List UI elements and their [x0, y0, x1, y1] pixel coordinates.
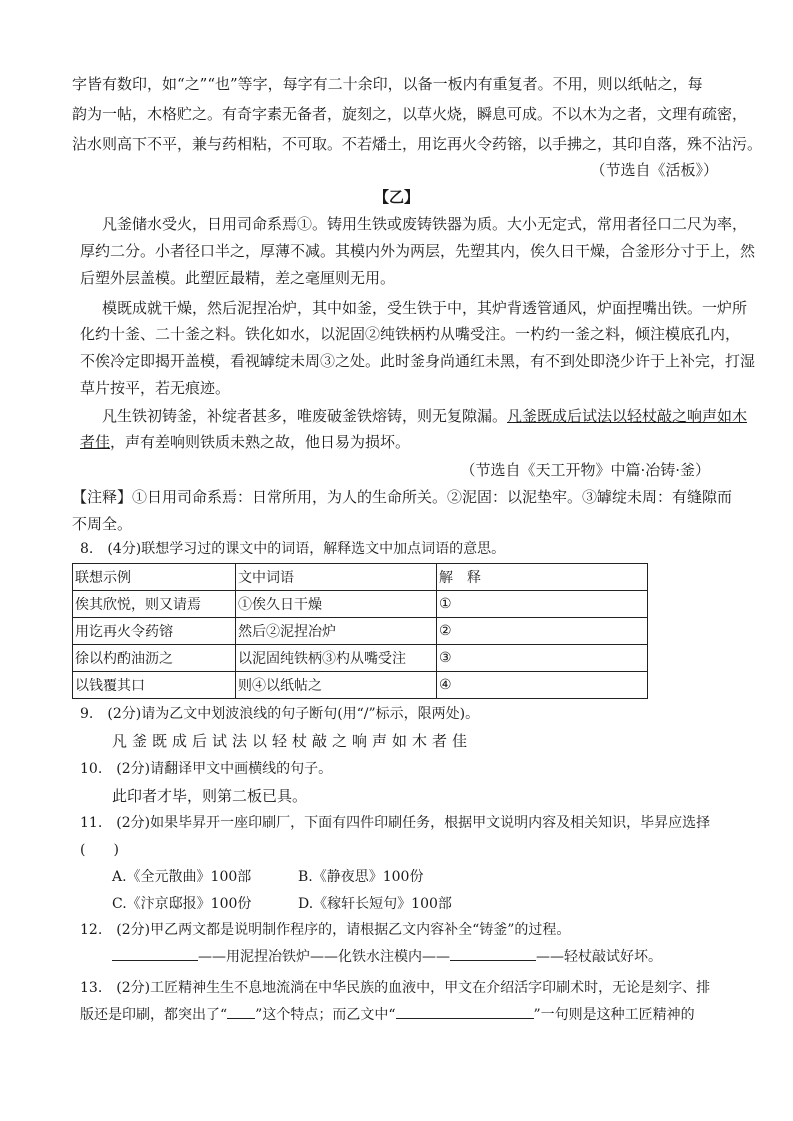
question-9-sentence: 凡釜既成后试法以轻杖敲之响声如木者佳 [112, 732, 473, 750]
question-13-line [80, 1004, 695, 1025]
answer-blank[interactable] [450, 946, 536, 961]
jia-source: （节选自《活板》） [590, 161, 718, 179]
table-cell: ①俟久日干燥 [236, 591, 437, 618]
yi-p3-rest: ，声有差响则铁质未熟之故，他日易为损坏。 [110, 433, 411, 451]
yi-paragraph-line: 不俟冷定即揭开盖模，看视罅绽未周③之处。此时釜身尚通红未黑，有不到处即浇少许于上补完，打湿 [80, 352, 756, 370]
option-b[interactable]: B.《静夜思》100份 [298, 869, 424, 885]
question-12-stem: 12. (2分)甲乙两文都是说明制作程序的，请根据乙文内容补全“铸釜”的过程。 [80, 922, 571, 938]
table-row [73, 618, 648, 645]
question-8-stem: 8. (4分)联想学习过的课文中的词语，解释选文中加点词语的意思。 [80, 541, 506, 557]
option-a[interactable]: A.《全元散曲》100部 [112, 869, 252, 885]
jia-text-line: 韵为一帖，木格贮之。有奇字素无备者，旋刻之，以草火烧，瞬息可成。不以木为之者，文理有疏密， [72, 105, 748, 123]
question-10-sentence: 此印者才毕，则第二板已具。 [112, 787, 308, 805]
table-cell: 用讫再火令药镕 [73, 618, 236, 645]
table-cell: 以钱覆其口 [73, 672, 236, 699]
yi-paragraph-line: 凡釜储水受火，日用司命系焉①。铸用生铁或废铸铁器为质。大小无定式，常用者径口二尺为率， [102, 215, 748, 233]
answer-blank[interactable] [112, 946, 198, 961]
table-header-cell: 联想示例 [73, 564, 236, 591]
table-answer-cell: ④ [437, 672, 648, 699]
table-cell: 俟其欣悦，则又请焉 [73, 591, 236, 618]
yi-wavy-sentence: 凡釜既成后试法以轻杖敲之响声如木 [507, 407, 748, 425]
table-cell: 则④以纸帖之 [236, 672, 437, 699]
table-header-row [73, 564, 648, 591]
yi-wavy-sentence-end: 者佳 [80, 433, 111, 451]
table-answer-cell: ③ [437, 645, 648, 672]
option-c[interactable]: C.《汴京邸报》100份 [112, 896, 252, 912]
jia-text-line: 字皆有数印，如“之”“也”等字，每字有二十余印，以备一板内有重复者。不用，则以纸帖之，每 [72, 75, 703, 93]
table-cell: 以泥固纯铁柄③杓从嘴受注 [236, 645, 437, 672]
answer-paren: ( ) [80, 842, 119, 858]
question-10-stem: 10. (2分)请翻译甲文中画横线的句子。 [80, 761, 333, 777]
yi-paragraph-line: 模既成就干燥，然后泥捏冶炉，其中如釜，受生铁于中，其炉背透管通风，炉面捏嘴出铁。一炉所 [102, 299, 748, 317]
table-row [73, 645, 648, 672]
process-segment: ——轻杖敲试好坏。 [536, 949, 662, 965]
answer-blank[interactable] [396, 1004, 534, 1019]
yi-p3-plain: 凡生铁初铸釜，补绽者甚多，唯废破釜铁熔铸，则无复隙漏。 [102, 407, 508, 425]
yi-source: （节选自《天工开物》中篇·冶铸·釜） [460, 461, 710, 479]
question-11-stem: 11. (2分)如果毕昇开一座印刷厂，下面有四件印刷任务，根据甲文说明内容及相关知识，毕昇应选择 [80, 815, 711, 831]
q13-text: ”一句则是这种工匠精神的 [533, 1007, 695, 1023]
table-answer-cell: ① [437, 591, 648, 618]
vocab-table [72, 563, 648, 699]
table-header-cell: 解 释 [437, 564, 648, 591]
jia-text-line: 沾水则高下不平，兼与药相粘，不可取。不若燔土，用讫再火令药镕，以手拂之，其印自落，殊不沾污。 [72, 135, 763, 153]
table-row [73, 672, 648, 699]
yi-paragraph-line: 厚约二分。小者径口半之，厚薄不减。其模内外为两层，先塑其内，俟久日干燥，合釜形分寸于上，然 [80, 242, 756, 260]
table-header-cell: 文中词语 [236, 564, 437, 591]
yi-paragraph-line: 后塑外层盖模。此塑匠最精，差之毫厘则无用。 [80, 269, 396, 287]
q13-text: 版还是印刷，都突出了“ [80, 1007, 228, 1023]
process-segment: ——用泥捏冶铁炉——化铁水注模内—— [198, 949, 450, 965]
yi-paragraph-line [102, 406, 747, 426]
answer-blank[interactable] [227, 1004, 255, 1019]
notes-line: 【注释】①日用司命系焉：日常所用，为人的生命所关。②泥固：以泥垫牢。③罅绽未周：有缝隙而 [72, 488, 733, 506]
yi-paragraph-line: 化约十釜、二十釜之料。铁化如水，以泥固②纯铁柄杓从嘴受注。一杓约一釜之料，倾注模底孔内， [80, 325, 741, 343]
yi-paragraph-line [80, 432, 410, 452]
table-answer-cell: ② [437, 618, 648, 645]
yi-heading: 【乙】 [373, 188, 419, 206]
option-d[interactable]: D.《稼轩长短句》100部 [298, 896, 452, 912]
notes-line: 不周全。 [72, 515, 133, 533]
question-13-stem: 13. (2分)工匠精神生生不息地流淌在中华民族的血液中，甲文在介绍活字印刷术时，无论是刻字、排 [80, 980, 711, 996]
table-cell: 然后②泥捏冶炉 [236, 618, 437, 645]
question-9-stem: 9. (2分)请为乙文中划波浪线的句子断句(用“/”标示，限两处)。 [80, 706, 480, 722]
q13-text: ”这个特点；而乙文中“ [255, 1007, 396, 1023]
yi-paragraph-line: 草片按平，若无痕迹。 [80, 379, 231, 397]
table-row [73, 591, 648, 618]
table-cell: 徐以杓酌油沥之 [73, 645, 236, 672]
question-12-process [112, 946, 662, 967]
